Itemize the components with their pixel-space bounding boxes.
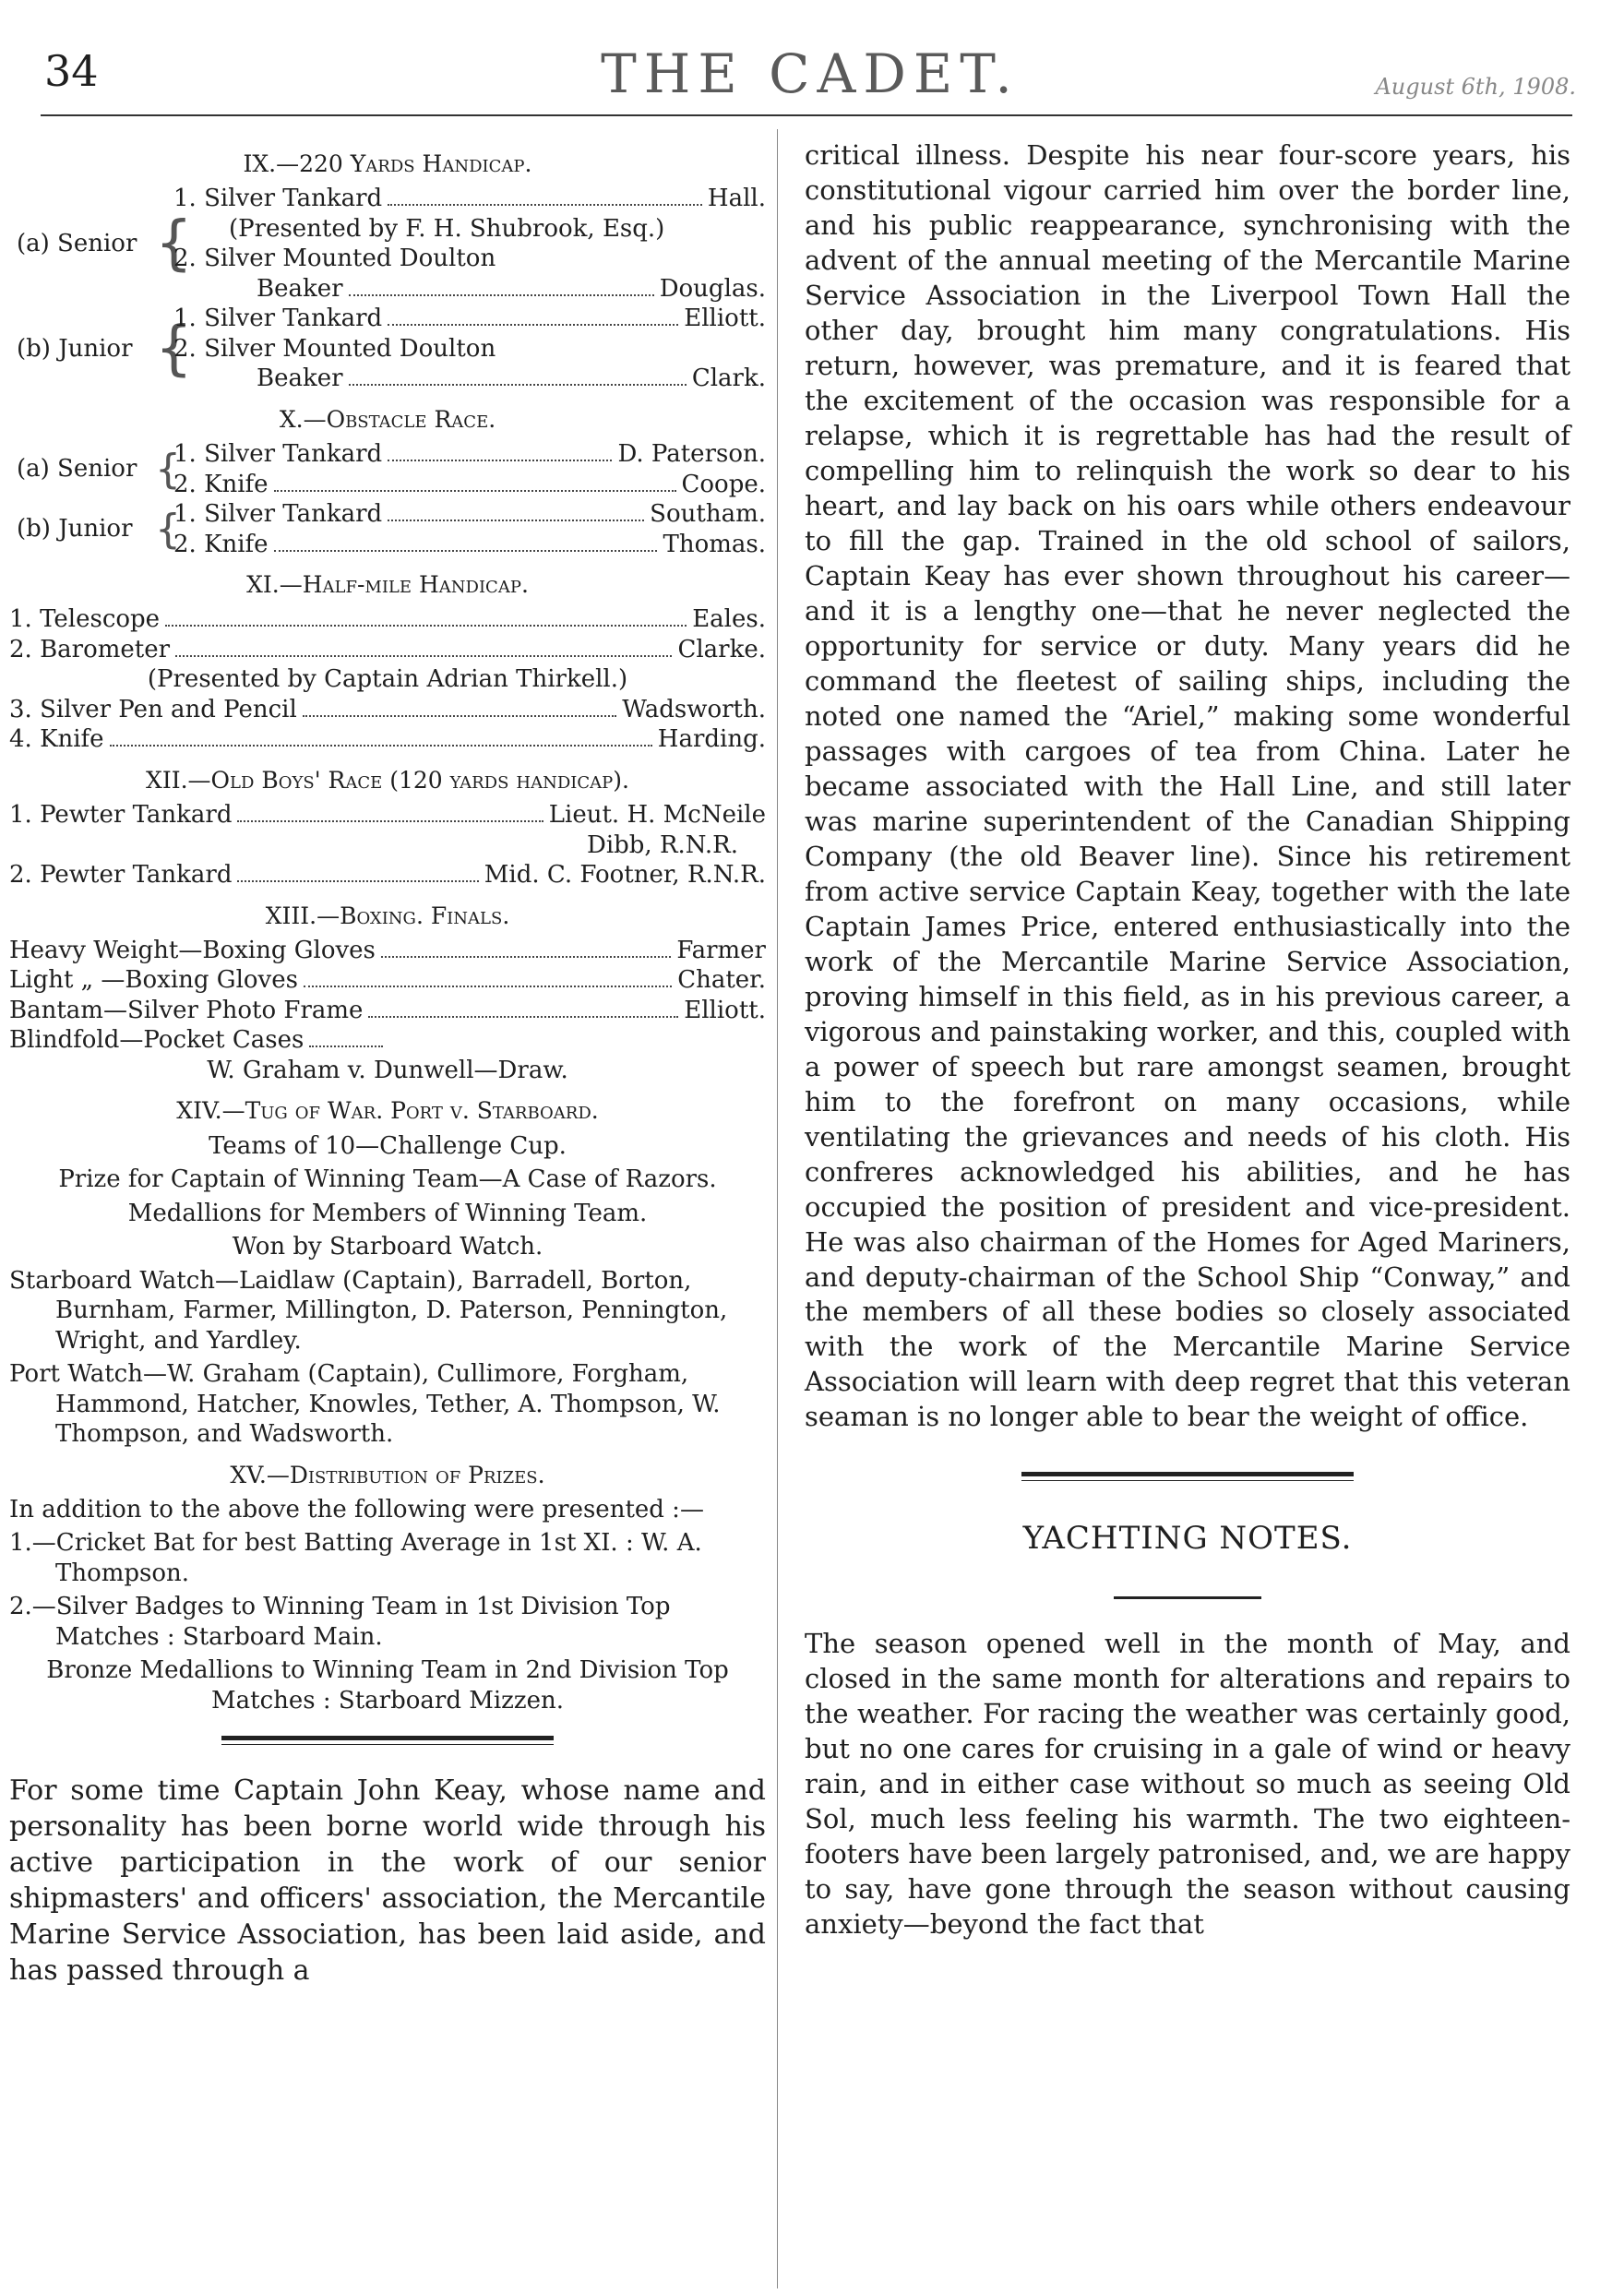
prize-entry: 1.—Cricket Bat for best Batting Average in 1st XI. : W. A. Thompson. [9, 1529, 702, 1587]
winner-name: Eales. [692, 605, 766, 634]
winner-name: Chater. [677, 966, 766, 995]
prize-item: 3. Silver Pen and Pencil [9, 695, 297, 723]
section-heading: XV.—Distribution of Prizes. [230, 1461, 545, 1488]
yachting-heading: YACHTING NOTES. [1022, 1520, 1353, 1558]
junior-group [17, 499, 766, 559]
prize-item: 2. Knife [173, 470, 269, 498]
prize-item: 2. Pewter Tankard [9, 861, 233, 889]
prize-item: Beaker [257, 274, 343, 303]
winner-name: Wadsworth. [622, 695, 766, 723]
junior-group [17, 304, 766, 394]
brace-glyph: { [155, 445, 181, 493]
keay-paragraph: For some time Captain John Keay, whose name and personality has been borne world wide through his active participation in the work of our senior shipmasters' and officers' association, the Mercantile Marine Service Association, has been laid aside, and has passed through a [9, 1774, 766, 1988]
prize-note: (Presented by F. H. Shubrook, Esq.) [229, 214, 665, 243]
prize-entry: 2.—Silver Badges to Winning Team in 1st Division Top Matches : Starboard Main. [9, 1593, 671, 1651]
group-label: (a) Senior [17, 455, 137, 484]
brace-glyph: { [155, 315, 193, 383]
winner-name: Hall. [707, 185, 766, 213]
short-rule [1114, 1596, 1261, 1599]
group-label: (b) Junior [17, 515, 133, 544]
prize-item: 2. Knife [173, 530, 269, 558]
boxing-draw: W. Graham v. Dunwell—Draw. [207, 1056, 568, 1084]
header-rule [41, 114, 1572, 116]
prize-item: Bantam—Silver Photo Frame [9, 996, 364, 1024]
yachting-paragraph: The season opened well in the month of May, and closed in the same month for alterations and repairs to the weather. For racing the weather was certainly good, but no one cares for cruising in a gale of wind or heavy rain, and in either case without so much as seeing Old Sol, much less feeling his warmth. The two eighteen-footers have been largely patronised, and, we are happy to say, have gone through the season without causing anxiety—beyond the fact that [805, 1627, 1570, 1940]
prize-item: 2. Silver Mounted Doulton [173, 334, 496, 363]
section-heading: XIII.—Boxing. Finals. [265, 902, 510, 929]
winner-name: Dibb, R.N.R. [586, 830, 738, 859]
prize-item: Heavy Weight—Boxing Gloves [9, 936, 376, 964]
section-heading: IX.—220 Yards Handicap. [243, 150, 532, 177]
column-divider [777, 129, 778, 2288]
ornamental-rule [221, 1736, 554, 1745]
winner-name: Elliott. [684, 996, 766, 1024]
issue-date: August 6th, 1908. [1375, 74, 1576, 100]
starboard-watch: Starboard Watch—Laidlaw (Captain), Barradell, Borton, Burnham, Farmer, Millington, D. Paterson, Pennington, Wright, and Yardley. [9, 1266, 728, 1355]
brace-glyph: { [155, 209, 193, 279]
keay-continuation: critical illness. Despite his near four-score years, his constitutional vigour carried him over the border line, and his public reappearance, synchronising with the advent of the annual meeting of the Mercantile Marine Service Association in the Liverpool Town Hall the other day, brought him many congratulations. His return, however, was premature, and it is feared that the excitement of the occasion was responsible for a relapse, which it is regrettable has had the result of compelling him to relinquish the work so dear to his heart, and lay back on his oars while others endeavour to fill the gap. Trained in the old school of sailors, Captain Keay has ever shown throughout his career—and it is a lengthy one—that he never neglected the opportunity for service or duty. Many years did he command the fleetest of sailing ships, including the noted one named the “Ariel,” making some wonderful passages with cargoes of tea from China. Later he became associated with the Hall Line, and still later was marine superintendent of the Canadian Shipping Company (the old Beaver line). Since his retirement from active service Captain Keay, together with the late Captain James Price, entered enthusiastically into the work of the Mercantile Marine Service Association, proving himself in this field, as in his previous career, a vigorous and painstaking worker, and this, coupled with a power of speech but rare amongst seamen, brought him to the forefront on many occasions, while ventilating the grievances and needs of his cloth. His confreres acknowledged his abilities, and he has occupied the position of president and vice-president. He was also chairman of the Homes for Aged Mariners, and deputy-chairman of the School Ship “Conway,” and the members of all these bodies so closely associated with the work of the Mercantile Marine Service Association will learn with deep regret that this veteran seaman is no longer able to bear the weight of office. [805, 139, 1570, 1433]
winner-name: Thomas. [663, 530, 766, 558]
prize-item: 1. Pewter Tankard [9, 801, 233, 829]
prize-item: 4. Knife [9, 725, 104, 754]
winner-name: Farmer [676, 936, 766, 964]
senior-group [17, 184, 766, 304]
prizes-intro: In addition to the above the following were presented :— [9, 1495, 704, 1523]
winner-name: Elliott. [684, 305, 766, 333]
prize-item: 1. Silver Tankard [173, 500, 383, 528]
left-column [9, 138, 766, 1989]
winner-name: D. Paterson. [617, 440, 766, 468]
winner-name: Lieut. H. McNeile [548, 801, 766, 829]
senior-group [17, 439, 766, 499]
section-heading: XII.—Old Boys' Race (120 yards handicap). [146, 766, 629, 794]
winner-name: Douglas. [659, 274, 766, 303]
group-label: (b) Junior [17, 334, 133, 363]
masthead [44, 37, 1576, 120]
tug-line: Prize for Captain of Winning Team—A Case of Razors. [58, 1165, 717, 1193]
section-heading: X.—Obstacle Race. [279, 405, 496, 433]
winner-name: Clarke. [677, 635, 766, 663]
prize-item: Light „ —Boxing Gloves [9, 966, 298, 995]
prize-item: Beaker [257, 364, 343, 393]
prize-item: 2. Barometer [9, 635, 171, 663]
winner-name: Coope. [681, 470, 766, 498]
prize-item: Blindfold—Pocket Cases [9, 1026, 304, 1055]
right-column [805, 138, 1570, 1942]
section-heading: XI.—Half-mile Handicap. [246, 571, 529, 598]
tug-line: Teams of 10—Challenge Cup. [209, 1131, 567, 1160]
journal-title: THE CADET. [601, 42, 1020, 105]
winner-name: Southam. [650, 500, 766, 528]
port-watch: Port Watch—W. Graham (Captain), Cullimore, Forgham, Hammond, Hatcher, Knowles, Tether, A. Thompson, W. Thompson, and Wadsworth. [9, 1360, 721, 1448]
winner-name: Harding. [657, 725, 766, 754]
winner-name: Mid. C. Footner, R.N.R. [484, 861, 766, 889]
prize-item: 1. Silver Tankard [173, 185, 383, 213]
prize-item: 1. Silver Tankard [173, 440, 383, 468]
tug-line: Medallions for Members of Winning Team. [127, 1199, 648, 1227]
prize-note: (Presented by Captain Adrian Thirkell.) [147, 665, 628, 694]
winner-name: Clark. [691, 364, 766, 393]
prize-entry: Bronze Medallions to Winning Team in 2nd Division Top Matches : Starboard Mizzen. [46, 1656, 729, 1715]
prize-item: 2. Silver Mounted Doulton [173, 245, 496, 273]
page-number: 34 [44, 46, 99, 96]
ornamental-rule [1021, 1472, 1354, 1481]
section-heading: XIV.—Tug of War. Port v. Starboard. [176, 1097, 599, 1125]
prize-item: 1. Telescope [9, 605, 161, 634]
prize-item: 1. Silver Tankard [173, 305, 383, 333]
group-label: (a) Senior [17, 230, 137, 257]
tug-line: Won by Starboard Watch. [232, 1233, 543, 1261]
brace-glyph: { [155, 505, 181, 553]
